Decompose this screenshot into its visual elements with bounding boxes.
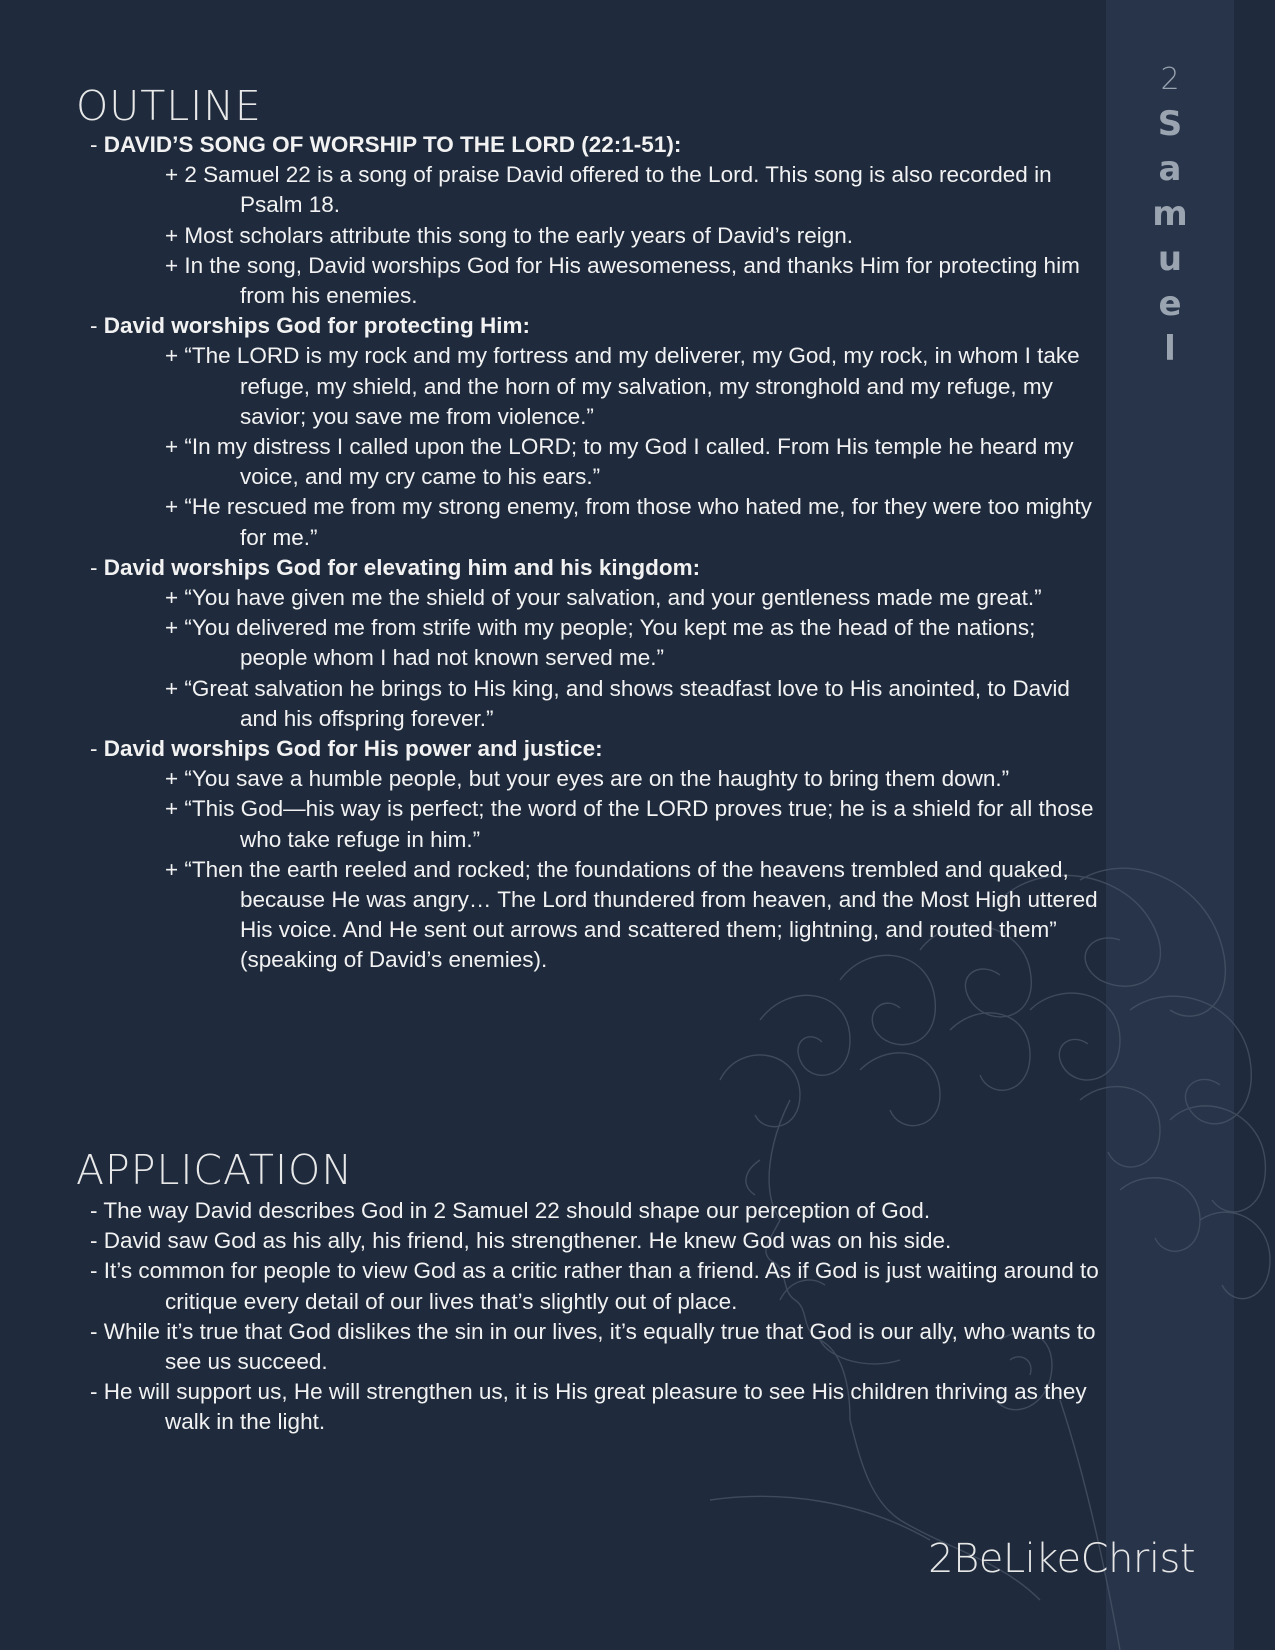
section-heading: David worships God for protecting Him: [103, 313, 531, 339]
application-heading: APPLICATION [76, 1146, 353, 1194]
outline-point: + “Great salvation he brings to His king, and shows steadfast love to His anointed, to David and his offspring forever.” [165, 675, 1070, 731]
sidebar-letter: e [1158, 284, 1182, 324]
section-heading: David worships God for His power and justice: [103, 736, 603, 762]
outline-point: + “In my distress I called upon the LORD; to my God I called. From His temple he heard my voice, and my cry came to his ears.” [165, 434, 1074, 490]
outline-point: + “You delivered me from strife with my people; You kept me as the head of the nations; people whom I had not known served me.” [165, 615, 1036, 671]
brand-logo-text: 2BeLikeChrist [928, 1536, 1195, 1582]
outline-section-header: - DAVID’S SONG OF WORSHIP TO THE LORD (22:1-51): [90, 132, 682, 157]
sidebar-book-number: 2 [1160, 62, 1180, 97]
outline-heading: OUTLINE [76, 82, 262, 130]
sidebar-letter: m [1152, 194, 1188, 234]
section-heading: DAVID’S SONG OF WORSHIP TO THE LORD (22:1-51): [103, 132, 682, 157]
outline-point: + In the song, David worships God for His awesomeness, and thanks Him for protecting him from his enemies. [165, 252, 1080, 309]
outline-point: + 2 Samuel 22 is a song of praise David offered to the Lord. This song is also recorded in Psalm 18. [165, 162, 1052, 218]
outline-point: + “The LORD is my rock and my fortress and my deliverer, my God, my rock, in whom I take refuge, my shield, and the horn of my salvation, my stronghold and my refuge, my savior; you save me from violence.” [165, 343, 1080, 429]
application-point: - He will support us, He will strengthen us, it is His great pleasure to see His children thriving as they walk in the light. [90, 1379, 1087, 1435]
section-heading: David worships God for elevating him and his kingdom: [103, 554, 701, 580]
sidebar-letter: u [1157, 239, 1183, 279]
outline-point: + “You have given me the shield of your salvation, and your gentleness made me great.” [165, 585, 1042, 611]
sidebar-letter: a [1158, 149, 1182, 189]
outline-point: + “You save a humble people, but your eyes are on the haughty to bring them down.” [165, 766, 1010, 792]
outline-list [90, 130, 1100, 976]
application-point: - David saw God as his ally, his friend, his strengthener. He knew God was on his side. [90, 1228, 952, 1254]
outline-point: + Most scholars attribute this song to the early years of David’s reign. [165, 222, 854, 248]
sidebar-letter: l [1164, 329, 1176, 369]
outline-point: + “He rescued me from my strong enemy, from those who hated me, for they were too mighty for me.” [165, 494, 1092, 550]
application-point: - The way David describes God in 2 Samuel 22 should shape our perception of God. [90, 1198, 931, 1223]
sidebar-letter: S [1157, 104, 1183, 144]
outline-point: + “This God—his way is perfect; the word of the LORD proves true; he is a shield for all those who take refuge in him.” [165, 796, 1094, 852]
sidebar-book-title [1106, 60, 1234, 372]
application-point: - While it’s true that God dislikes the sin in our lives, it’s equally true that God is our ally, who wants to see us succeed. [90, 1318, 1096, 1375]
application-point: - It’s common for people to view God as a critic rather than a friend. As if God is just waiting around to critique every detail of our lives that’s slightly out of place. [90, 1258, 1099, 1314]
application-list [90, 1196, 1100, 1438]
outline-section-header: - David worships God for elevating him and his kingdom: [90, 554, 701, 580]
outline-point: + “Then the earth reeled and rocked; the foundations of the heavens trembled and quaked, because He was angry… The Lord thundered from heaven, and the Most High uttered His voice. And He sent out arrows and scattered them; lightning, and routed them” (speaking of David’s enemies). [165, 856, 1098, 973]
outline-section-header: - David worships God for His power and justice: [90, 736, 603, 762]
outline-section-header: - David worships God for protecting Him: [90, 313, 531, 339]
